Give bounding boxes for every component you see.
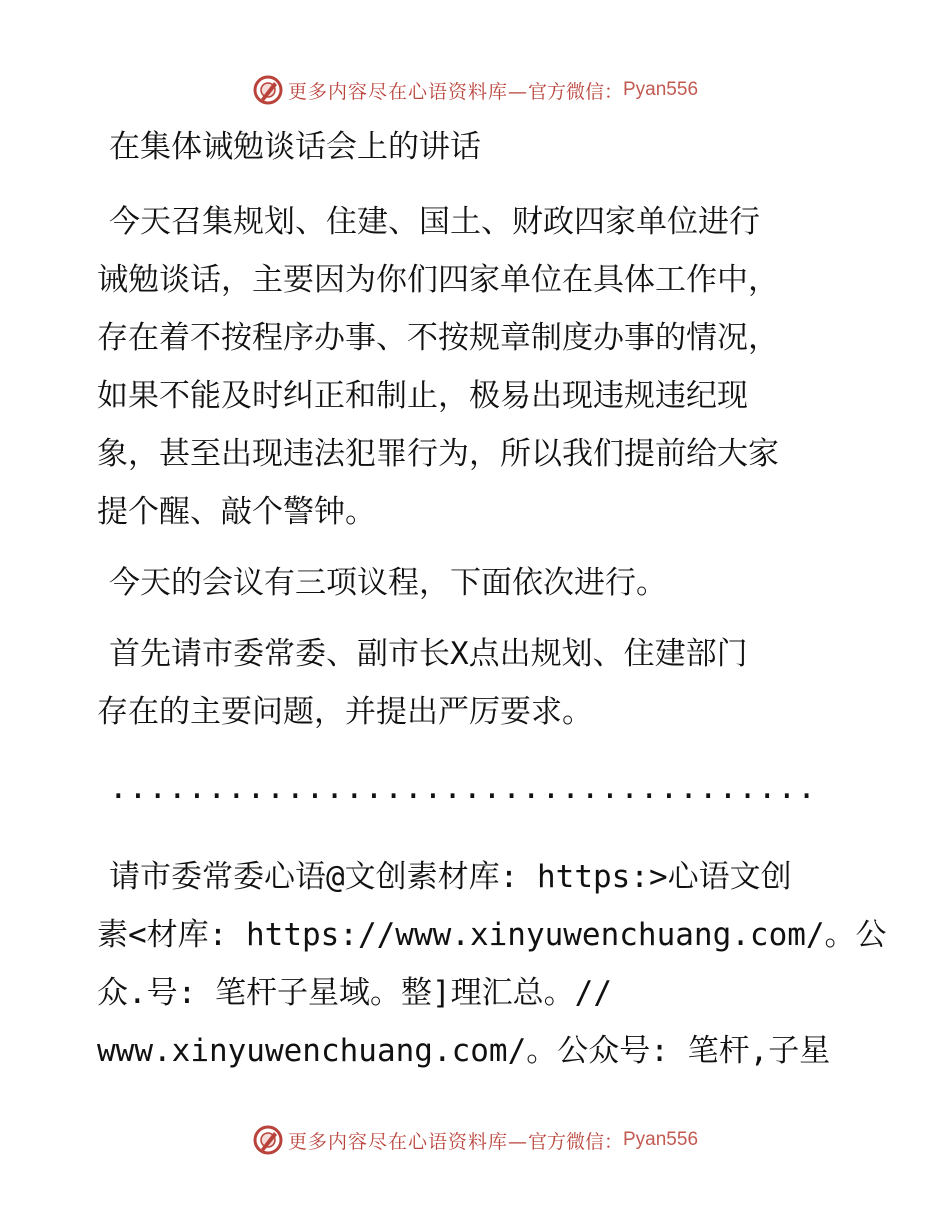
text-line: 素<材库: https://www.xinyuwenchuang.com/。公 xyxy=(97,917,887,953)
document-title: 在集体诫勉谈话会上的讲话 xyxy=(109,129,481,165)
text-line: 如果不能及时纠正和制止，极易出现违规违纪现 xyxy=(97,378,748,414)
text-line: 首先请市委常委、副市长X点出规划、住建部门 xyxy=(109,636,748,672)
text-line: 今天召集规划、住建、国土、财政四家单位进行 xyxy=(109,204,760,240)
paragraph-3 xyxy=(97,625,857,741)
banner-text: 更多内容尽在心语资料库— xyxy=(287,80,528,103)
text-line: 请市委常委心语@文创素材库: https:>心语文创 xyxy=(109,859,792,895)
text-line: 存在着不按程序办事、不按规章制度办事的情况， xyxy=(97,320,779,356)
banner-handle: Pyan556 xyxy=(623,79,699,100)
paragraph-2: 今天的会议有三项议程，下面依次进行。 xyxy=(109,565,667,601)
text-line: www.xinyuwenchuang.com/。公众号: 笔杆,子星 xyxy=(97,1033,831,1069)
text-line: 众.号: 笔杆子星域。整]理汇总。// xyxy=(97,975,612,1011)
paragraph-1 xyxy=(97,193,857,541)
header-banner xyxy=(0,70,950,110)
text-line: 象，甚至出现违法犯罪行为，所以我们提前给大家 xyxy=(97,436,779,472)
banner-text: 更多内容尽在心语资料库— xyxy=(287,1130,528,1153)
paragraph-4 xyxy=(97,848,887,1080)
footer-banner xyxy=(0,1120,950,1160)
banner-wechat-label: 官方微信： xyxy=(527,1130,623,1153)
text-line: 存在的主要问题，并提出严厉要求。 xyxy=(97,694,593,730)
banner-handle: Pyan556 xyxy=(623,1129,699,1150)
text-line: 提个醒、敲个警钟。 xyxy=(97,494,376,530)
banner-wechat-label: 官方微信： xyxy=(527,80,623,103)
document-body xyxy=(97,118,887,1080)
dotted-separator: .................................... xyxy=(109,770,817,806)
pen-logo-icon xyxy=(252,1124,284,1156)
pen-logo-icon xyxy=(252,74,284,106)
text-line: 诫勉谈话，主要因为你们四家单位在具体工作中， xyxy=(97,262,779,298)
